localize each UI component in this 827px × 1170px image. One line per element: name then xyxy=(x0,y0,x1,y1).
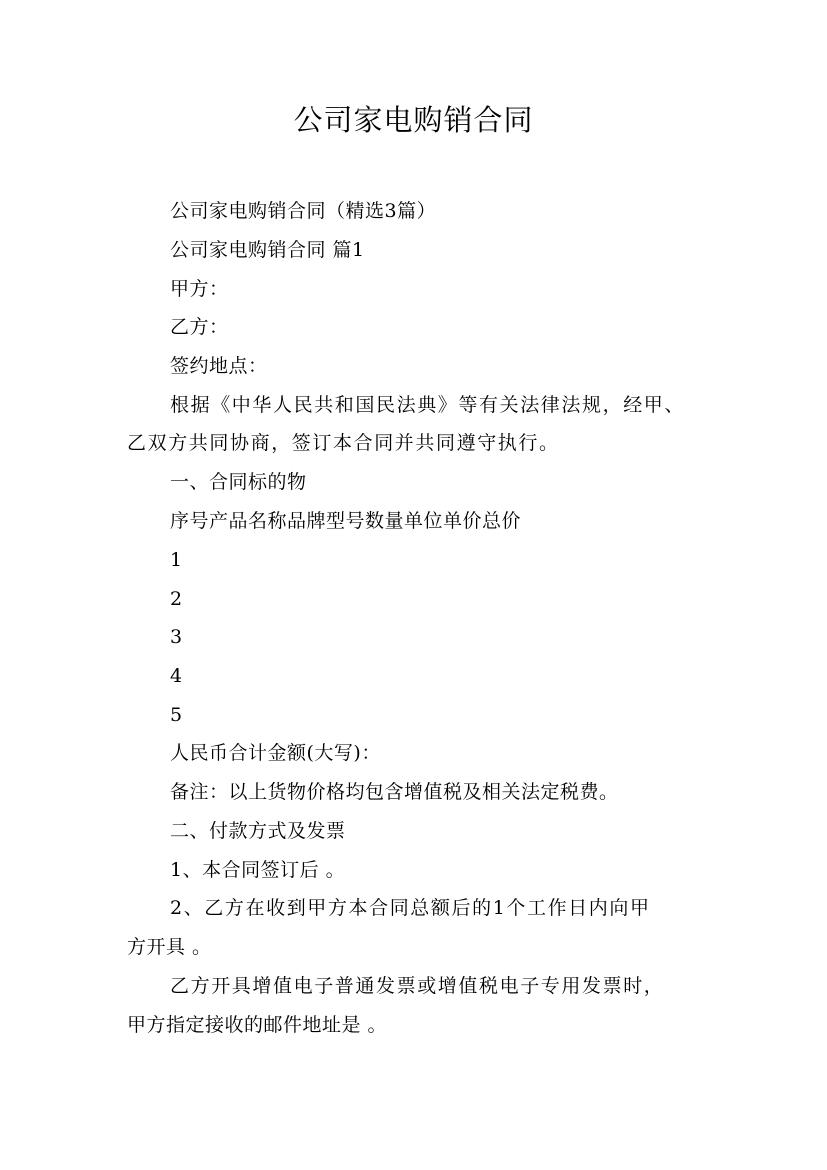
section-heading-part-1: 公司家电购销合同 篇1 xyxy=(170,239,365,261)
goods-row-number: 4 xyxy=(170,665,183,687)
invoice-paragraph-line-2: 甲方指定接收的邮件地址是 。 xyxy=(127,1014,388,1036)
subtitle-selected-three: 公司家电购销合同（精选3篇） xyxy=(170,200,437,222)
intro-paragraph-line-2: 乙双方共同协商，签订本合同并共同遵守执行。 xyxy=(127,432,560,454)
goods-table-header: 序号产品名称品牌型号数量单位单价总价 xyxy=(170,510,522,532)
goods-row-number: 5 xyxy=(170,704,183,726)
clause-2-heading: 二、付款方式及发票 xyxy=(170,820,346,842)
price-remark: 备注：以上货物价格均包含增值税及相关法定税费。 xyxy=(170,781,619,803)
invoice-paragraph-line-1: 乙方开具增值电子普通发票或增值税电子专用发票时， xyxy=(170,975,665,997)
goods-row-number: 1 xyxy=(170,549,183,571)
total-amount-label: 人民币合计金额(大写)： xyxy=(170,742,381,764)
payment-item-1: 1、本合同签订后 。 xyxy=(170,859,346,881)
goods-row-number: 3 xyxy=(170,626,183,648)
document-title: 公司家电购销合同 xyxy=(293,103,534,137)
party-b-label: 乙方： xyxy=(170,316,229,338)
clause-1-heading: 一、合同标的物 xyxy=(170,471,307,493)
payment-item-2-line-1: 2、乙方在收到甲方本合同总额后的1个工作日内向甲 xyxy=(170,897,651,919)
intro-paragraph-line-1: 根据《中华人民共和国民法典》等有关法律法规，经甲、 xyxy=(170,394,686,416)
payment-item-2-line-2: 方开具 。 xyxy=(127,936,212,958)
party-a-label: 甲方： xyxy=(170,278,229,300)
signing-place-label: 签约地点： xyxy=(170,355,268,377)
goods-row-number: 2 xyxy=(170,588,183,610)
